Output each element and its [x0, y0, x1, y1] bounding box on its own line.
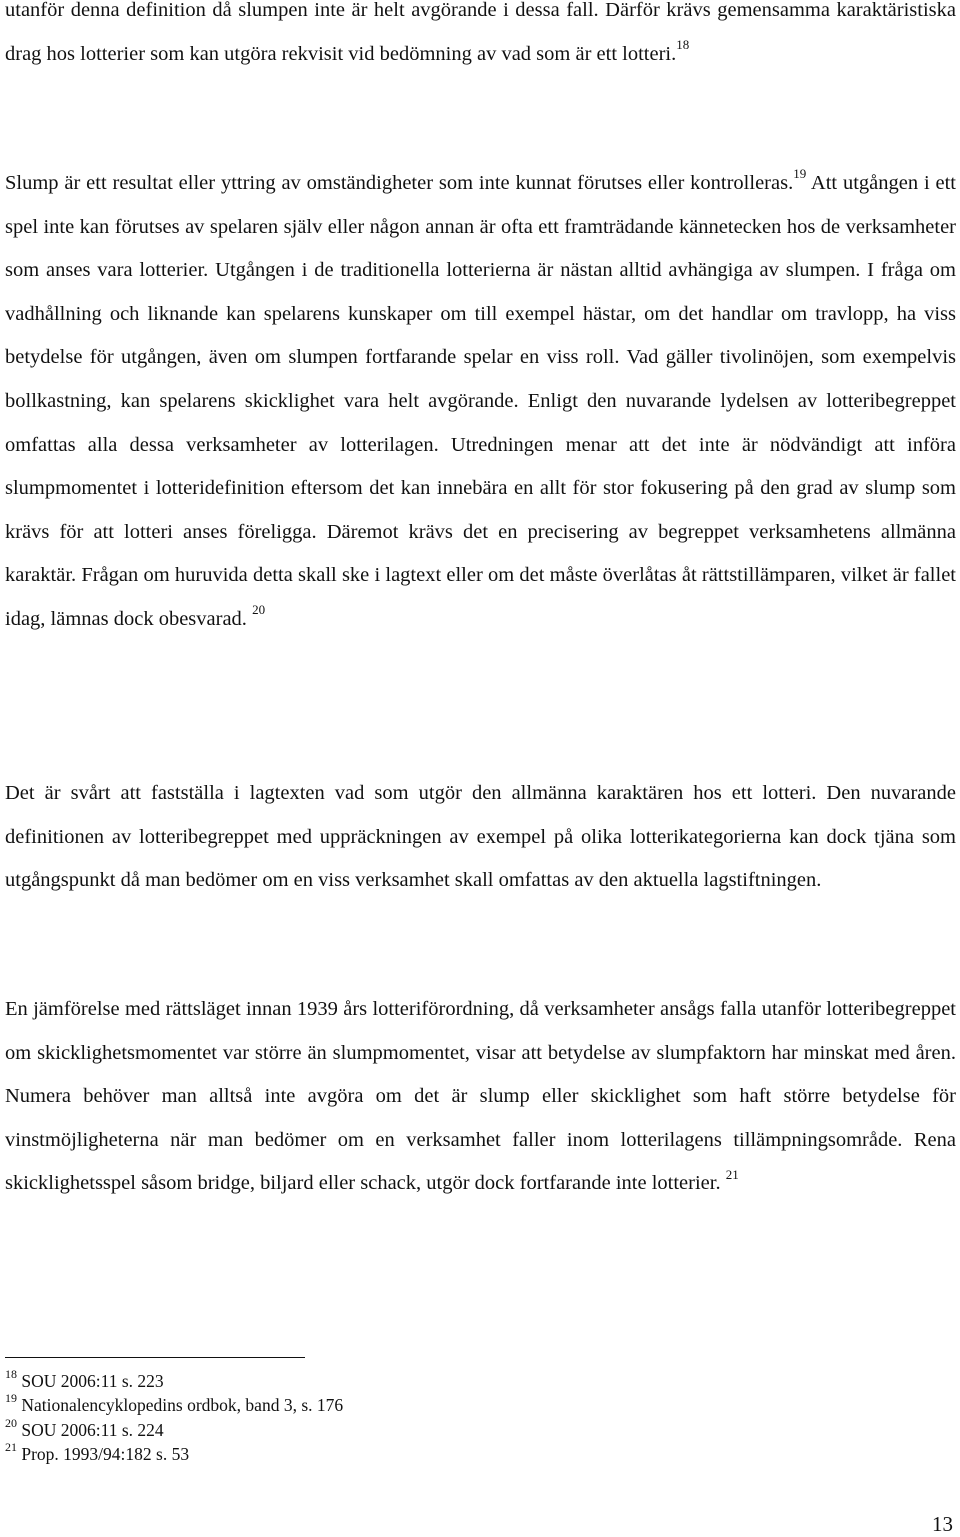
footnote-reference-19[interactable]: 19 [793, 166, 807, 182]
page-number: 13 [932, 1512, 953, 1536]
paragraph-1 [5, 0, 956, 76]
footnote-number: 21 [5, 1440, 17, 1455]
footnote-reference-18[interactable]: 18 [676, 36, 690, 52]
footnote-reference-21[interactable]: 21 [725, 1166, 739, 1182]
paragraph-text: Att utgången i ett spel inte kan förutses av spelaren själv eller någon annan är ofta ett framträdande kännetecken hos de verksamheter som anses vara lotterier. Utgången i de traditionella lotterierna är nästan alltid avhängiga av slumpen. I fråga om vadhållning och liknande kan spelarens kunskaper om till exempel hästar, om det handlar om travlopp, ha viss betydelse för utgången, även om slumpen fortfarande spelar en viss roll. Vad gäller tivolinöjen, som exempelvis bollkastning, kan spelarens skicklighet vara helt avgörande. Enligt den nuvarande lydelsen av lotteribegreppet omfattas alla dessa verksamheter av lotterilagen. Utredningen menar att det inte är nödvändigt att införa slumpmomentet i lotteridefinition eftersom det kan innebära en allt för stor fokusering på den grad av slump som krävs för att lotteri anses föreligga. Däremot krävs det en precisering av begreppet verksamhetens allmänna karaktär. Frågan om huruvida detta skall ske i lagtext eller om det måste överlåtas åt rättstillämparen, vilket är fallet idag, lämnas dock obesvarad. [5, 172, 956, 630]
paragraph-2 [5, 162, 956, 642]
footnote-text: Nationalencyklopedins ordbok, band 3, s. 176 [21, 1395, 344, 1416]
paragraph-text: Slump är ett resultat eller yttring av omständigheter som inte kunnat förutses eller kontrolleras. [5, 172, 794, 194]
footnote-20 [5, 1415, 705, 1442]
paragraph-3 [5, 772, 956, 903]
footnote-number: 19 [5, 1391, 17, 1406]
footnote-21 [5, 1442, 705, 1466]
footnote-text: SOU 2006:11 s. 224 [21, 1419, 164, 1440]
footnote-reference-20[interactable]: 20 [252, 602, 266, 618]
footnote-number: 20 [5, 1415, 17, 1430]
footnote-18 [5, 1369, 705, 1393]
footnote-19 [5, 1393, 705, 1417]
paragraph-text: En jämförelse med rättsläget innan 1939 års lotteriförordning, då verksamheter ansågs falla utanför lotteribegreppet om skicklighetsmomentet var större än slumpmomentet, visar att betydelse av slumpfaktorn har minskat med åren. Numera behöver man alltså inte avgöra om det är slump eller skicklighet som haft större betydelse för vinstmöjligheterna när man bedömer om en verksamhet faller inom lotterilagens tillämpningsområde. Rena skicklighetsspel såsom bridge, biljard eller schack, utgör dock fortfarande inte lotterier. [5, 998, 956, 1195]
footnote-separator [5, 1357, 305, 1358]
footnote-number: 18 [5, 1367, 17, 1382]
footnote-text: SOU 2006:11 s. 223 [21, 1371, 164, 1391]
footnote-text: Prop. 1993/94:182 s. 53 [21, 1443, 190, 1464]
footnotes [5, 1369, 705, 1466]
paragraph-4 [5, 988, 956, 1206]
paragraph-text: Det är svårt att fastställa i lagtexten vad som utgör den allmänna karaktären hos ett lotteri. Den nuvarande definitionen av lotteribegreppet med uppräckningen av exempel på olika lotterikategorierna kan dock tjäna som utgångspunkt då man bedömer om en viss verksamhet skall omfattas av den aktuella lagstiftningen. [5, 782, 956, 892]
paragraph-text: utanför denna definition då slumpen inte är helt avgörande i dessa fall. Därför krävs gemensamma karaktäristiska drag hos lotterier som kan utgöra rekvisit vid bedömning av vad som är ett lotteri. [5, 0, 956, 65]
